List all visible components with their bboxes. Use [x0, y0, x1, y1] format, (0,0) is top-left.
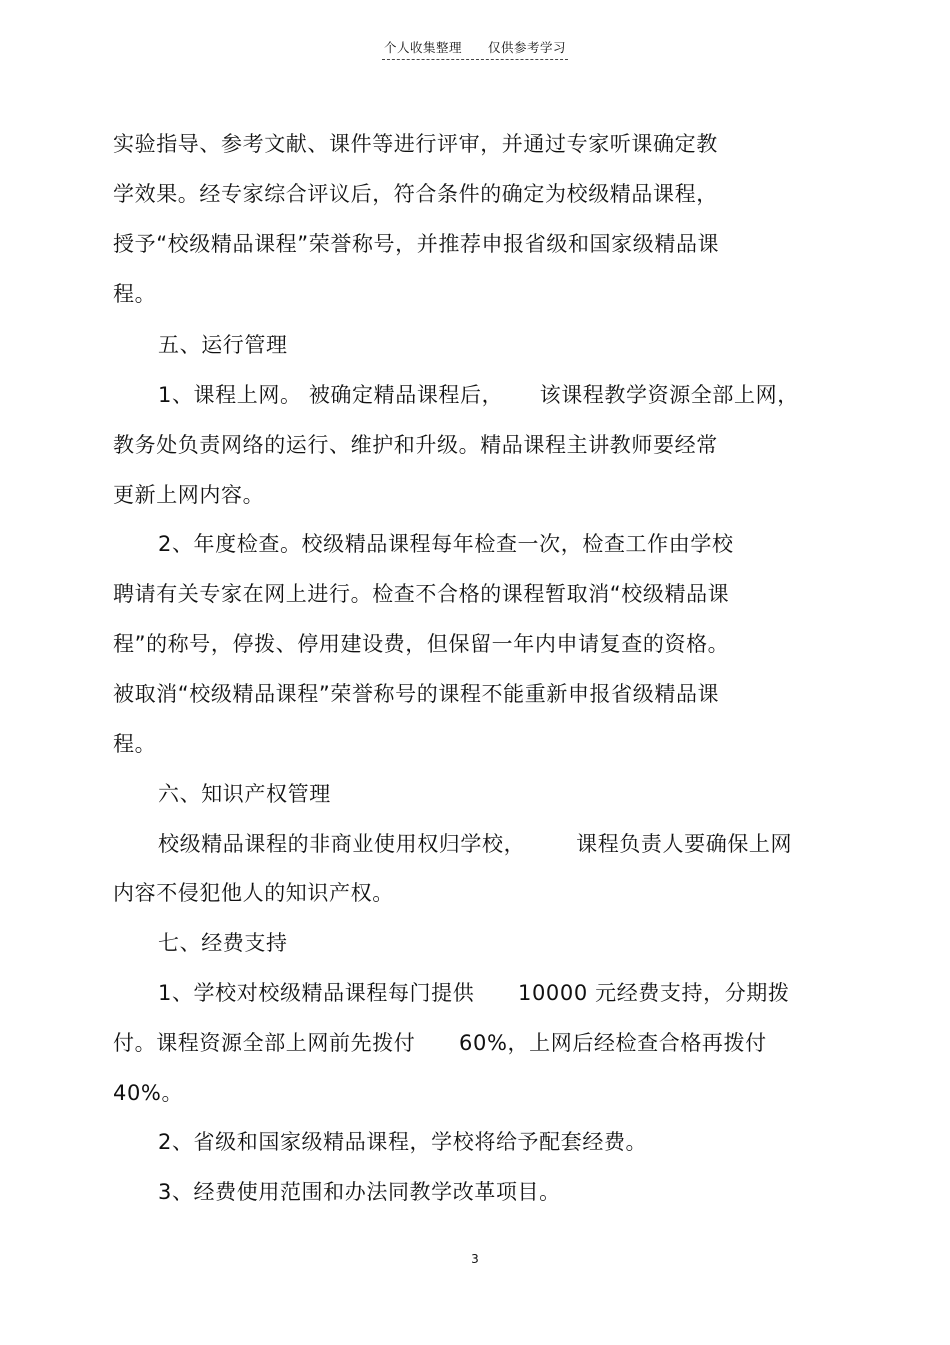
header-banner	[382, 38, 568, 60]
header-left-text: 个人收集整理	[383, 40, 462, 55]
paragraph-line: 学效果。经专家综合评议后，符合条件的确定为校级精品课程，	[113, 182, 718, 206]
paragraph-line: 1、学校对校级精品课程每门提供 10000 元经费支持，分期拨	[158, 981, 790, 1005]
header-right-text: 仅供参考学习	[488, 40, 567, 55]
section-heading: 五、运行管理	[158, 333, 288, 357]
paragraph-line: 校级精品课程的非商业使用权归学校， 课程负责人要确保上网	[158, 832, 793, 856]
page-number: 3	[471, 1252, 479, 1266]
paragraph-line: 40%。	[113, 1081, 184, 1105]
section-heading: 六、知识产权管理	[158, 782, 331, 806]
paragraph-line: 付。课程资源全部上网前先拨付 60%，上网后经检查合格再拨付	[113, 1031, 767, 1055]
section-heading: 七、经费支持	[158, 931, 288, 955]
paragraph-line: 被取消“校级精品课程”荣誉称号的课程不能重新申报省级精品课	[113, 682, 720, 706]
paragraph-line: 1、课程上网。 被确定精品课程后， 该课程教学资源全部上网，	[158, 383, 799, 407]
paragraph-line: 程。	[113, 282, 157, 306]
paragraph-line: 2、年度检查。校级精品课程每年检查一次，检查工作由学校	[158, 532, 734, 556]
page-header	[0, 38, 950, 60]
paragraph-line: 教务处负责网络的运行、维护和升级。精品课程主讲教师要经常	[113, 433, 718, 457]
paragraph-line: 程”的称号，停拨、停用建设费，但保留一年内申请复查的资格。	[113, 632, 730, 656]
paragraph-line: 聘请有关专家在网上进行。检查不合格的课程暂取消“校级精品课	[113, 582, 730, 606]
paragraph-line: 授予“校级精品课程”荣誉称号，并推荐申报省级和国家级精品课	[113, 232, 720, 256]
paragraph-line: 3、经费使用范围和办法同教学改革项目。	[158, 1180, 561, 1204]
paragraph-line: 程。	[113, 732, 157, 756]
paragraph-line: 内容不侵犯他人的知识产权。	[113, 881, 394, 905]
paragraph-line: 实验指导、参考文献、课件等进行评审，并通过专家听课确定教	[113, 132, 718, 156]
paragraph-line: 更新上网内容。	[113, 483, 265, 507]
paragraph-line: 2、省级和国家级精品课程，学校将给予配套经费。	[158, 1130, 648, 1154]
